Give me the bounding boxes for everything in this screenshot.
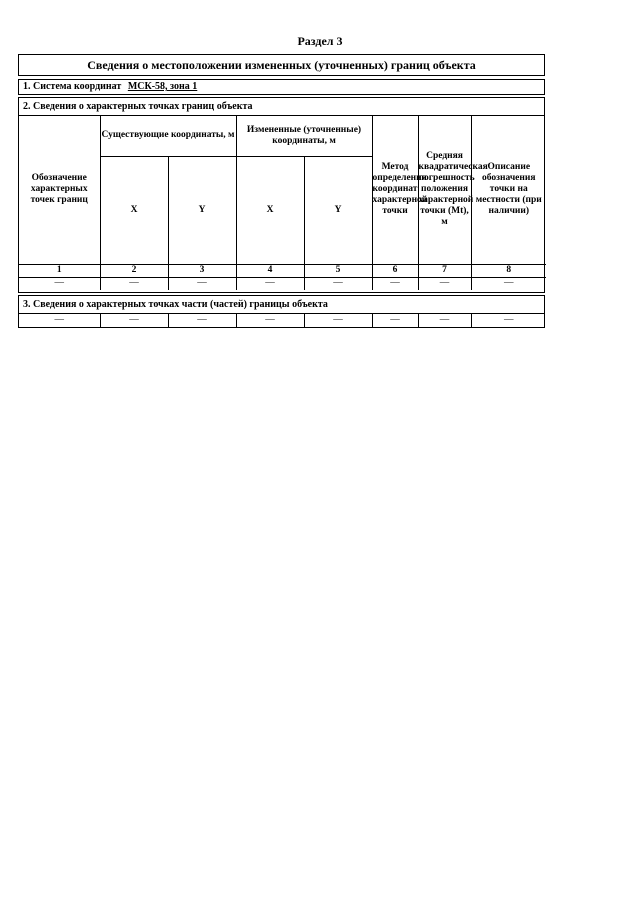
header-changed-coordinates: Измененные (уточненные) координаты, м (236, 116, 372, 156)
column-number: 6 (372, 264, 418, 277)
table-cell: — (236, 314, 304, 327)
table-cell: — (236, 277, 304, 290)
table-cell: — (100, 277, 168, 290)
coordinate-system-value: МСК-58, зона 1 (127, 81, 198, 92)
boundary-part-points-section (18, 295, 545, 328)
section3-title: 3. Сведения о характерных точках части (частей) границы объекта (19, 296, 544, 314)
coordinate-system-row (18, 79, 545, 95)
column-number: 4 (236, 264, 304, 277)
document-heading: Сведения о местоположении измененных (уточненных) границ объекта (18, 54, 545, 76)
column-number: 3 (168, 264, 236, 277)
table-cell: — (418, 314, 471, 327)
header-point-description: Описание обозначения точки на местности (при наличии) (471, 116, 546, 264)
table-row (19, 314, 546, 327)
table-cell: — (19, 314, 100, 327)
coordinate-system-label: 1. Система координат (23, 81, 122, 92)
table-cell: — (19, 277, 100, 290)
table-cell: — (304, 277, 372, 290)
page-title: Раздел 3 (297, 34, 343, 48)
boundary-part-points-table (19, 314, 546, 327)
header-method: Метод определения координат характерной точки (372, 116, 418, 264)
table-cell: — (471, 277, 546, 290)
table-cell: — (372, 314, 418, 327)
boundary-points-section (18, 97, 545, 293)
column-number: 5 (304, 264, 372, 277)
header-existing-coordinates: Существующие координаты, м (100, 116, 236, 156)
column-number: 8 (471, 264, 546, 277)
table-row (19, 277, 546, 290)
column-number-row (19, 264, 546, 277)
table-cell: — (168, 314, 236, 327)
table-cell: — (100, 314, 168, 327)
table-cell: — (304, 314, 372, 327)
header-point-designation: Обозначение характерных точек границ (19, 116, 100, 264)
table-cell: — (418, 277, 471, 290)
boundary-points-table (19, 116, 546, 290)
table-cell: — (168, 277, 236, 290)
header-changed-y: Y (304, 156, 372, 264)
table-cell: — (372, 277, 418, 290)
column-number: 1 (19, 264, 100, 277)
table-cell: — (471, 314, 546, 327)
section2-title: 2. Сведения о характерных точках границ объекта (19, 98, 544, 116)
column-number: 7 (418, 264, 471, 277)
header-existing-y: Y (168, 156, 236, 264)
header-mean-square-error: Средняя квадратическая погрешность положения характерной точки (Mt), м (418, 116, 471, 264)
header-changed-x: X (236, 156, 304, 264)
header-existing-x: X (100, 156, 168, 264)
column-number: 2 (100, 264, 168, 277)
